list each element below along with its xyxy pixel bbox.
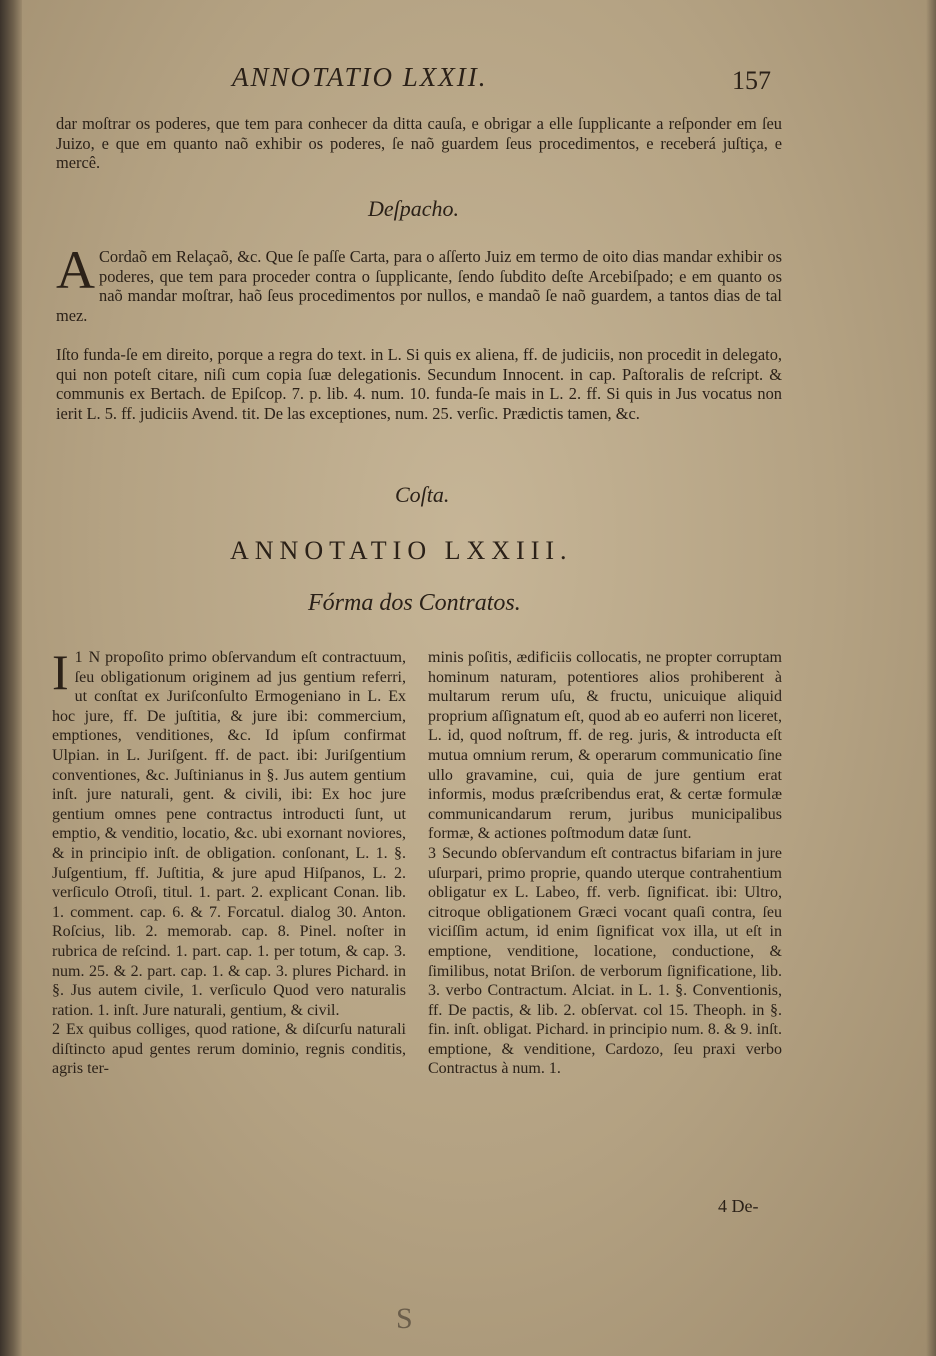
book-gutter: [0, 0, 22, 1356]
catchword: 4 De-: [718, 1196, 759, 1216]
right-column-para-3: [428, 844, 782, 1079]
acordao-text: Cordaõ em Relaçaõ, &c. Que ſe paſſe Carta, para o aſſerto Juiz em termo de oito dias mandar exhibir os poderes, que tem para proceder contra o ſupplicante, ſendo ſubdito deſte Arcebiſpado; e em quanto os naõ mandar moſtrar, haõ ſeus procedimentos por nullos, e mandaõ ſe naõ guardem, a tantos dias de tal mez.: [56, 247, 782, 325]
signature-mark: S: [396, 1302, 413, 1335]
page-edge-shadow: [926, 0, 936, 1356]
despacho-heading: Deſpacho.: [368, 196, 460, 221]
left-column-text-2: Ex quibus colliges, quod ratione, & diſcurſu naturali diſtincto apud gentes rerum dominio, regnis conditis, agris ter-: [52, 1021, 406, 1078]
paragraph-legal-basis: Iſto funda-ſe em direito, porque a regra do text. in L. Si quis ex aliena, ff. de judiciis, non procedit in delegato, qui non poteſt citare, niſi cum copia ſuæ delegationis. Secundum Innocent. in cap. Paſtoralis de reſcript. & communis ex Bertach. de Epiſcop. 7. p. lib. 4. num. 10. funda-ſe mais in L. 2. ff. Si quis in Jus vocatus non ierit L. 5. ff. judiciis Avend. tit. De las exceptiones, num. 25. verſic. Prædictis tamen, &c.: [56, 345, 782, 423]
running-title: ANNOTATIO LXXII.: [232, 62, 488, 92]
left-column-para-2: [52, 1020, 406, 1079]
paragraph-number-3: 3: [428, 844, 436, 862]
paragraph-number-1: 1: [74, 649, 83, 666]
left-column: [52, 644, 406, 1079]
left-column-text-1: N propoſito primo obſervandum eſt contractuum, ſeu obligationum originem ad jus gentium referri, ut conſtat ex Juriſconſulto Ermogeniano in L. Ex hoc jure, ff. De juſtitia, & jure ibi: commercium, emptiones, venditiones, &c. Id ipſum confirmat Ulpian. in L. Juriſgent. ff. de pact. ibi: Juriſgentium conventiones, &c. Juſtinianus in §. Jus autem gentium inſt. jure naturali, gent. & civili, ibi: Ex hoc jure gentium omnes pene contractus introducti ſunt, ut emptio, & venditio, locatio, &c. ubi exornant noviores, & in principio inſt. de obligation. conſonant, L. 1. §. Juſgentium, ff. Juſtitia, & jure apud Hiſpanos, L. 2. verſiculo Otroſi, titul. 1. part. 2. explicant Conan. lib. 1. comment. cap. 6. & 7. Forcatul. dialog 30. Anton. Roſcius, lib. 2. memorab. cap. 8. Pinel. noſter in rubrica de reſcind. 1. part. cap. 1. per totum, & cap. 3. num. 25. & 2. part. cap. 1. & cap. 3. plures Pichard. in §. Jus autem civile, 1. verſiculo Quod vero naturalis ration. 1. inſt. Jure naturali, gentium, & civil.: [52, 649, 406, 1019]
right-column: [428, 648, 782, 1079]
drop-cap-a: A: [56, 240, 95, 300]
right-column-text-3: Secundo obſervandum eſt contractus bifariam in jure uſurpari, primo proprie, quando uterque contrahentium obligatur ex L. Labeo, ff. verb. ſignificat. ibi: Ultro, citroque obligationem Græci vocant quaſi contra, ſeu viciſſim actum, id enim ſignificat vox illa, ut eſt in emptione, venditione, locatione, conductione, & ſimilibus, notat Briſon. de verborum ſignificatione, lib. 3. verbo Contractum. Alciat. in L. 1. §. Conventionis, ff. De pactis, & lib. 2. obſervat. col 15. Theoph. in §. fin. inſt. obligat. Pichard. in principio num. 8. & 9. inſt. emptione, & venditione, Cardozo, ſeu praxi verbo Contractus à num. 1.: [428, 844, 782, 1078]
annotation-heading: ANNOTATIO LXXIII.: [230, 536, 573, 565]
paragraph-number-2: 2: [52, 1021, 60, 1039]
acordao-paragraph: [56, 240, 782, 325]
page-number: 157: [732, 66, 771, 95]
drop-cap-i: I: [52, 644, 69, 700]
section-title: Fórma dos Contratos.: [308, 590, 521, 616]
signature-costa: Coſta.: [395, 482, 450, 507]
paragraph-petition-end: dar moſtrar os poderes, que tem para conhecer da ditta cauſa, e obrigar a elle ſupplicante a reſponder em ſeu Juizo, e que em quanto naõ exhibir os poderes, ſe naõ guardem ſeus procedimentos, e receberá juſtiça, e mercê.: [56, 114, 782, 172]
right-column-text-1: minis poſitis, ædificiis collocatis, ne propter corruptam hominum naturam, potentiores alios prohiberent à multarum rerum uſu, & fructu, unicuique aliquid proprium aſſignatum eſt, quod ab eo auferri non liceret, L. id, quod noſtrum, ff. de reg. juris, & introducta eſt mutua omnium rerum, & operarum communicatio ſine ullo gravamine, cui, quia de jure gentium erat informis, modus præſcribendus erat, & certæ formulæ communicandarum rerum, juribus municipalibus formæ, & actiones poſtmodum datæ ſunt.: [428, 649, 782, 843]
